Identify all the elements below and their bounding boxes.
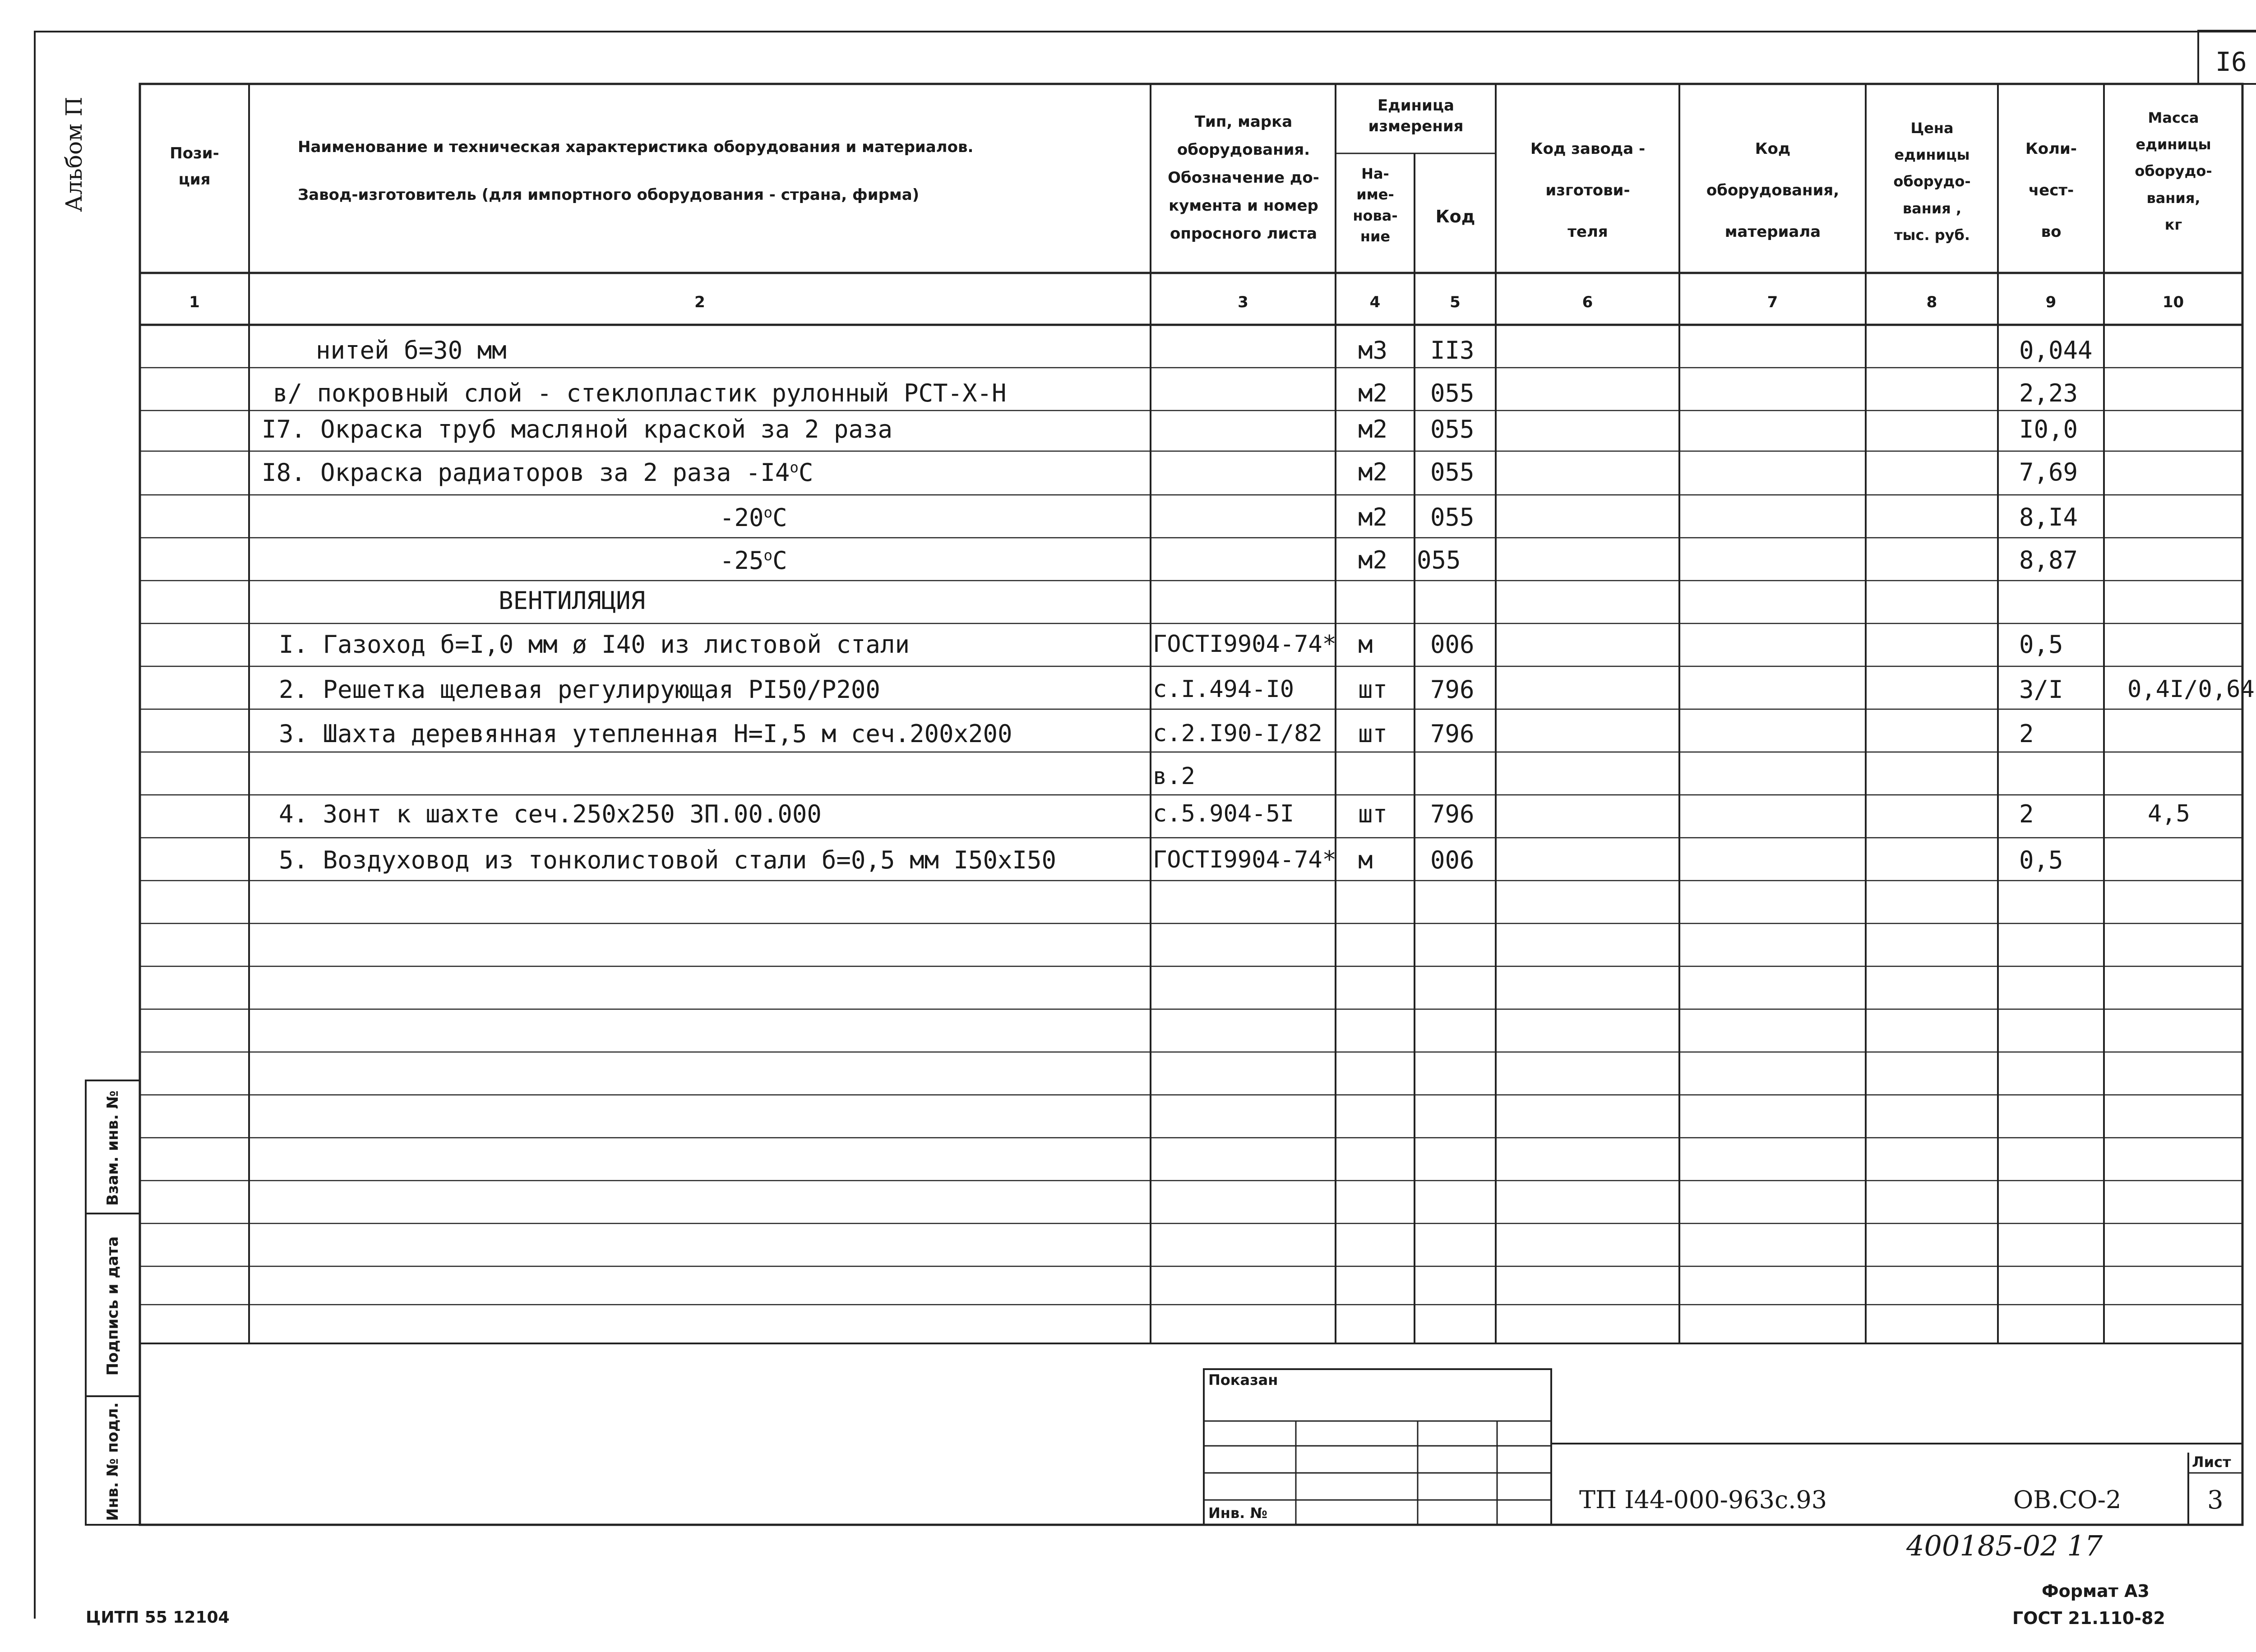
row-unit-code: 055 <box>1430 415 1475 443</box>
col-number-4: 4 <box>1369 293 1381 311</box>
row-quantity: 2 <box>2019 720 2034 748</box>
row-unit-code: 796 <box>1430 800 1475 828</box>
stamp-inv-label: Инв. № <box>1208 1504 1267 1522</box>
row-name-text: 2. Решетка щелевая регулирующая РI50/Р200 <box>279 675 880 704</box>
row-unit-code: 055 <box>1430 503 1475 531</box>
row-unit: м2 <box>1358 415 1388 443</box>
stamp-shown-label: Показан <box>1208 1371 1278 1389</box>
gost-label: ГОСТ 21.110-82 <box>2012 1608 2165 1628</box>
degree-sign: o <box>763 504 773 521</box>
header-unit-code: Код <box>1435 207 1475 226</box>
sheet-number: I6 <box>2215 46 2247 77</box>
row-name <box>262 460 813 485</box>
side-stamp-original-inv: Инв. № подл. <box>104 1402 122 1521</box>
row-unit: м <box>1358 630 1373 659</box>
col-number-3: 3 <box>1238 293 1248 311</box>
row-unit: шт <box>1358 675 1388 704</box>
document-mark: ОВ.СО-2 <box>2013 1486 2122 1514</box>
format-label: Формат А3 <box>2042 1581 2150 1601</box>
row-name <box>262 417 892 442</box>
degree-sign: o <box>763 547 773 564</box>
col-number-7: 7 <box>1767 293 1778 311</box>
header-name-line1: Наименование и техническая характеристика оборудования и материалов. <box>298 138 974 156</box>
row-quantity: 7,69 <box>2019 458 2078 486</box>
row-unit: м2 <box>1358 379 1388 407</box>
row-name <box>720 505 787 530</box>
row-unit-code: 055 <box>1430 379 1475 407</box>
row-name <box>279 848 1056 872</box>
row-unit: м <box>1358 846 1373 874</box>
row-unit: шт <box>1358 800 1388 828</box>
row-unit: м2 <box>1358 503 1388 531</box>
row-type: с.2.I90-I/82 <box>1153 720 1322 747</box>
row-unit: шт <box>1358 720 1388 748</box>
col-number-1: 1 <box>189 293 200 311</box>
row-name <box>279 675 880 704</box>
sheet-label: Лист <box>2192 1454 2231 1471</box>
row-name-text: I. Газоход б=I,0 мм ø I40 из листовой стали <box>279 630 910 659</box>
row-name-text: I7. Окраска труб масляной краской за 2 раза <box>262 415 892 443</box>
row-name <box>279 722 1012 746</box>
row-unit-code: 006 <box>1430 846 1475 874</box>
row-name-text: -25 <box>720 546 764 575</box>
row-quantity: I0,0 <box>2019 415 2078 443</box>
row-type: в.2 <box>1153 763 1195 790</box>
col-number-9: 9 <box>2045 293 2057 311</box>
col-number-2: 2 <box>694 293 705 311</box>
row-quantity: 2 <box>2019 800 2034 828</box>
col-number-6: 6 <box>1582 293 1593 311</box>
header-position: Пози- ция <box>170 144 219 189</box>
header-mass: Масса единицы оборудо- вания, кг <box>2135 109 2212 233</box>
row-quantity: 3/I <box>2019 675 2063 704</box>
row-type: ГОСТI9904-74* <box>1153 631 1336 658</box>
row-type: ГОСТI9904-74* <box>1153 846 1336 873</box>
row-quantity: 8,87 <box>2019 546 2078 574</box>
side-stamp-signature-date: Подпись и дата <box>104 1236 122 1376</box>
degree-sign: o <box>790 459 799 476</box>
row-name <box>316 338 507 363</box>
row-name-unit: C <box>772 546 787 575</box>
row-unit-code: 796 <box>1430 675 1475 704</box>
row-name-text: 3. Шахта деревянная утепленная Н=I,5 м сеч.200х200 <box>279 720 1012 748</box>
header-plant-code: Код завода - изготови- теля <box>1530 140 1646 241</box>
header-quantity: Коли- чест- во <box>2025 140 2077 241</box>
header-unit-price: Цена единицы оборудо- вания , тыс. руб. <box>1893 120 1971 244</box>
header-unit-name: На- име- нова- ние <box>1353 165 1398 245</box>
sheet-value: 3 <box>2207 1486 2224 1515</box>
row-name-text: в/ покровный слой - стеклопластик рулонный РСТ-Х-Н <box>273 379 1007 407</box>
row-name-text: -20 <box>720 503 764 532</box>
row-name <box>273 381 1007 406</box>
row-unit-code: 006 <box>1430 630 1475 659</box>
col-number-5: 5 <box>1450 293 1461 311</box>
handwritten-number: 400185-02 17 <box>1906 1529 2103 1562</box>
row-unit: м2 <box>1358 546 1388 574</box>
row-name-unit: C <box>772 503 787 532</box>
row-mass: 0,4I/0,64 <box>2127 676 2255 703</box>
side-stamp-replaced-inv: Взам. инв. № <box>104 1090 122 1206</box>
row-quantity: 8,I4 <box>2019 503 2078 531</box>
header-unit: Единица измерения <box>1368 97 1464 135</box>
row-name <box>279 632 910 657</box>
row-name-text: 5. Воздуховод из тонколистовой стали б=0,5 мм I50хI50 <box>279 846 1057 874</box>
row-type: с.I.494-I0 <box>1153 676 1294 703</box>
row-unit: м3 <box>1358 336 1388 365</box>
header-type: Тип, марка оборудования. Обозначение до- кумента и номер опросного листа <box>1168 113 1319 243</box>
row-name <box>720 548 787 573</box>
row-name-text: нитей б=30 мм <box>316 336 507 365</box>
row-type: с.5.904-5I <box>1153 800 1294 827</box>
document-code: ТП I44-000-963с.93 <box>1579 1486 1827 1514</box>
citp-label: ЦИТП 55 12104 <box>86 1608 230 1627</box>
row-quantity: 2,23 <box>2019 379 2078 407</box>
header-equipment-code: Код оборудования, материала <box>1706 140 1840 241</box>
row-quantity: 0,044 <box>2019 336 2093 365</box>
row-name <box>279 802 822 826</box>
album-label: Альбом П <box>61 97 87 212</box>
col-number-10: 10 <box>2162 293 2184 311</box>
row-name-text: 4. Зонт к шахте сеч.250х250 ЗП.00.000 <box>279 800 822 828</box>
row-name-unit: C <box>798 458 814 487</box>
row-name-text: I8. Окраска радиаторов за 2 раза -I4 <box>262 458 790 487</box>
row-unit-code: 055 <box>1417 546 1461 574</box>
row-name <box>499 586 646 615</box>
row-quantity: 0,5 <box>2019 846 2063 874</box>
row-mass: 4,5 <box>2148 800 2190 827</box>
row-unit: м2 <box>1358 458 1388 486</box>
header-name-line2: Завод-изготовитель (для импортного оборудования - страна, фирма) <box>298 186 920 204</box>
row-unit-code: 055 <box>1430 458 1475 486</box>
row-quantity: 0,5 <box>2019 630 2063 659</box>
row-unit-code: 796 <box>1430 720 1475 748</box>
row-unit-code: II3 <box>1430 336 1475 365</box>
row-name-text: ВЕНТИЛЯЦИЯ <box>499 586 646 615</box>
col-number-8: 8 <box>1926 293 1937 311</box>
